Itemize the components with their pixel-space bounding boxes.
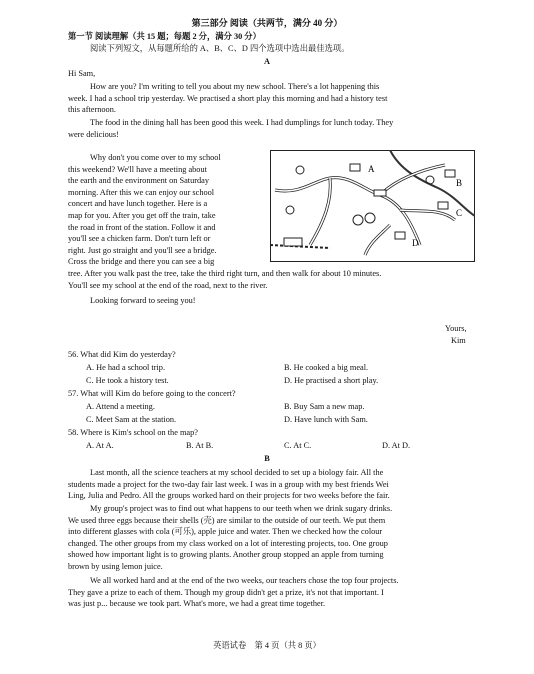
q57-option-a: A. Attend a meeting. — [86, 402, 155, 411]
page-footer: 英语试卷 第 4 页（共 8 页） — [213, 641, 321, 650]
passage-a-paragraph-3-wide: tree. After you walk past the tree, take the third right turn, and then walk for about 10 minutes. You'll see my school at the end of the road, next to the river. — [68, 269, 382, 290]
q57-option-c: C. Meet Sam at the station. — [86, 415, 177, 424]
passage-a-paragraph-2: The food in the dining hall has been good this week. I had dumplings for lunch today. They were delicious! — [68, 118, 394, 139]
part-title: 第三部分 阅读（共两节，满分 40 分） — [191, 18, 343, 28]
passage-b-label: B — [264, 454, 270, 463]
q58-option-d: D. At D. — [382, 441, 411, 450]
map-label-c: C — [456, 208, 463, 218]
sign-off: Yours, — [445, 324, 467, 333]
question-58: 58. Where is Kim's school on the map? — [68, 428, 198, 437]
map-label-a: A — [368, 164, 375, 174]
passage-a-paragraph-3-narrow: Why don't you come over to my school this weekend? We'll have a meeting about the earth and the environment on Saturday morning. After this we can enjoy our school concert and have lunch together. Here is a map for you. After you get off the train, take the road in front of the station. Follow it and you'll see a chicken farm. Don't turn left or right. Just go straight and you'll see a bridge. Cross the bridge and there you can see a big — [68, 153, 221, 267]
q56-option-c: C. He took a history test. — [86, 376, 169, 385]
question-57: 57. What will Kim do before going to the concert? — [68, 389, 236, 398]
q57-option-b: B. Buy Sam a new map. — [284, 402, 365, 411]
passage-b-paragraph-3: We all worked hard and at the end of the two weeks, our teachers chose the top four projects. They gave a prize to each of them. Though my group didn't get a prize, it's not that important. I was just p... because we took part. What's more, we had a great time together. — [68, 576, 399, 609]
instruction: 阅读下列短文，从每题所给的 A、B、C、D 四个选项中选出最佳选项。 — [90, 44, 350, 53]
closing: Looking forward to seeing you! — [90, 296, 196, 305]
q58-option-a: A. At A. — [86, 441, 114, 450]
q56-option-d: D. He practised a short play. — [284, 376, 379, 385]
q57-option-d: D. Have lunch with Sam. — [284, 415, 368, 424]
passage-b-paragraph-2: My group's project was to find out what happens to our teeth when we drink sugary drinks. We used three eggs because their shells (壳) are similar to the outside of our teeth. We put them into different glasses with cola (可乐), apple juice and water. Then we checked how the colour changed. The other groups from my class worked on a lot of interesting projects, too. One group showed how important light is to growing plants. Another group stopped an apple from turning brown by using lemon juice. — [68, 504, 393, 571]
passage-a-paragraph-1: How are you? I'm writing to tell you about my new school. There's a lot happening this week. I had a school trip yesterday. We practised a short play this morning and had a history test this afternoon. — [68, 82, 388, 115]
section-title: 第一节 阅读理解（共 15 题；每题 2 分，满分 30 分） — [68, 32, 261, 41]
passage-a-label: A — [264, 57, 270, 66]
q58-option-c: C. At C. — [284, 441, 312, 450]
q58-option-b: B. At B. — [186, 441, 214, 450]
map-label-b: B — [456, 178, 463, 188]
signature: Kim — [451, 336, 466, 345]
q56-option-b: B. He cooked a big meal. — [284, 363, 369, 372]
route-map — [270, 150, 475, 262]
q56-option-a: A. He had a school trip. — [86, 363, 166, 372]
passage-b-paragraph-1: Last month, all the science teachers at my school decided to set up a biology fair. All the students made a project for the two-day fair last week. I was in a group with my best friends Wei Ling, Julia and Pedro. All the groups worked hard on their projects for two weeks before the fair. — [68, 468, 390, 501]
greeting: Hi Sam, — [68, 69, 96, 78]
map-label-d: D — [412, 238, 419, 248]
question-56: 56. What did Kim do yesterday? — [68, 350, 176, 359]
